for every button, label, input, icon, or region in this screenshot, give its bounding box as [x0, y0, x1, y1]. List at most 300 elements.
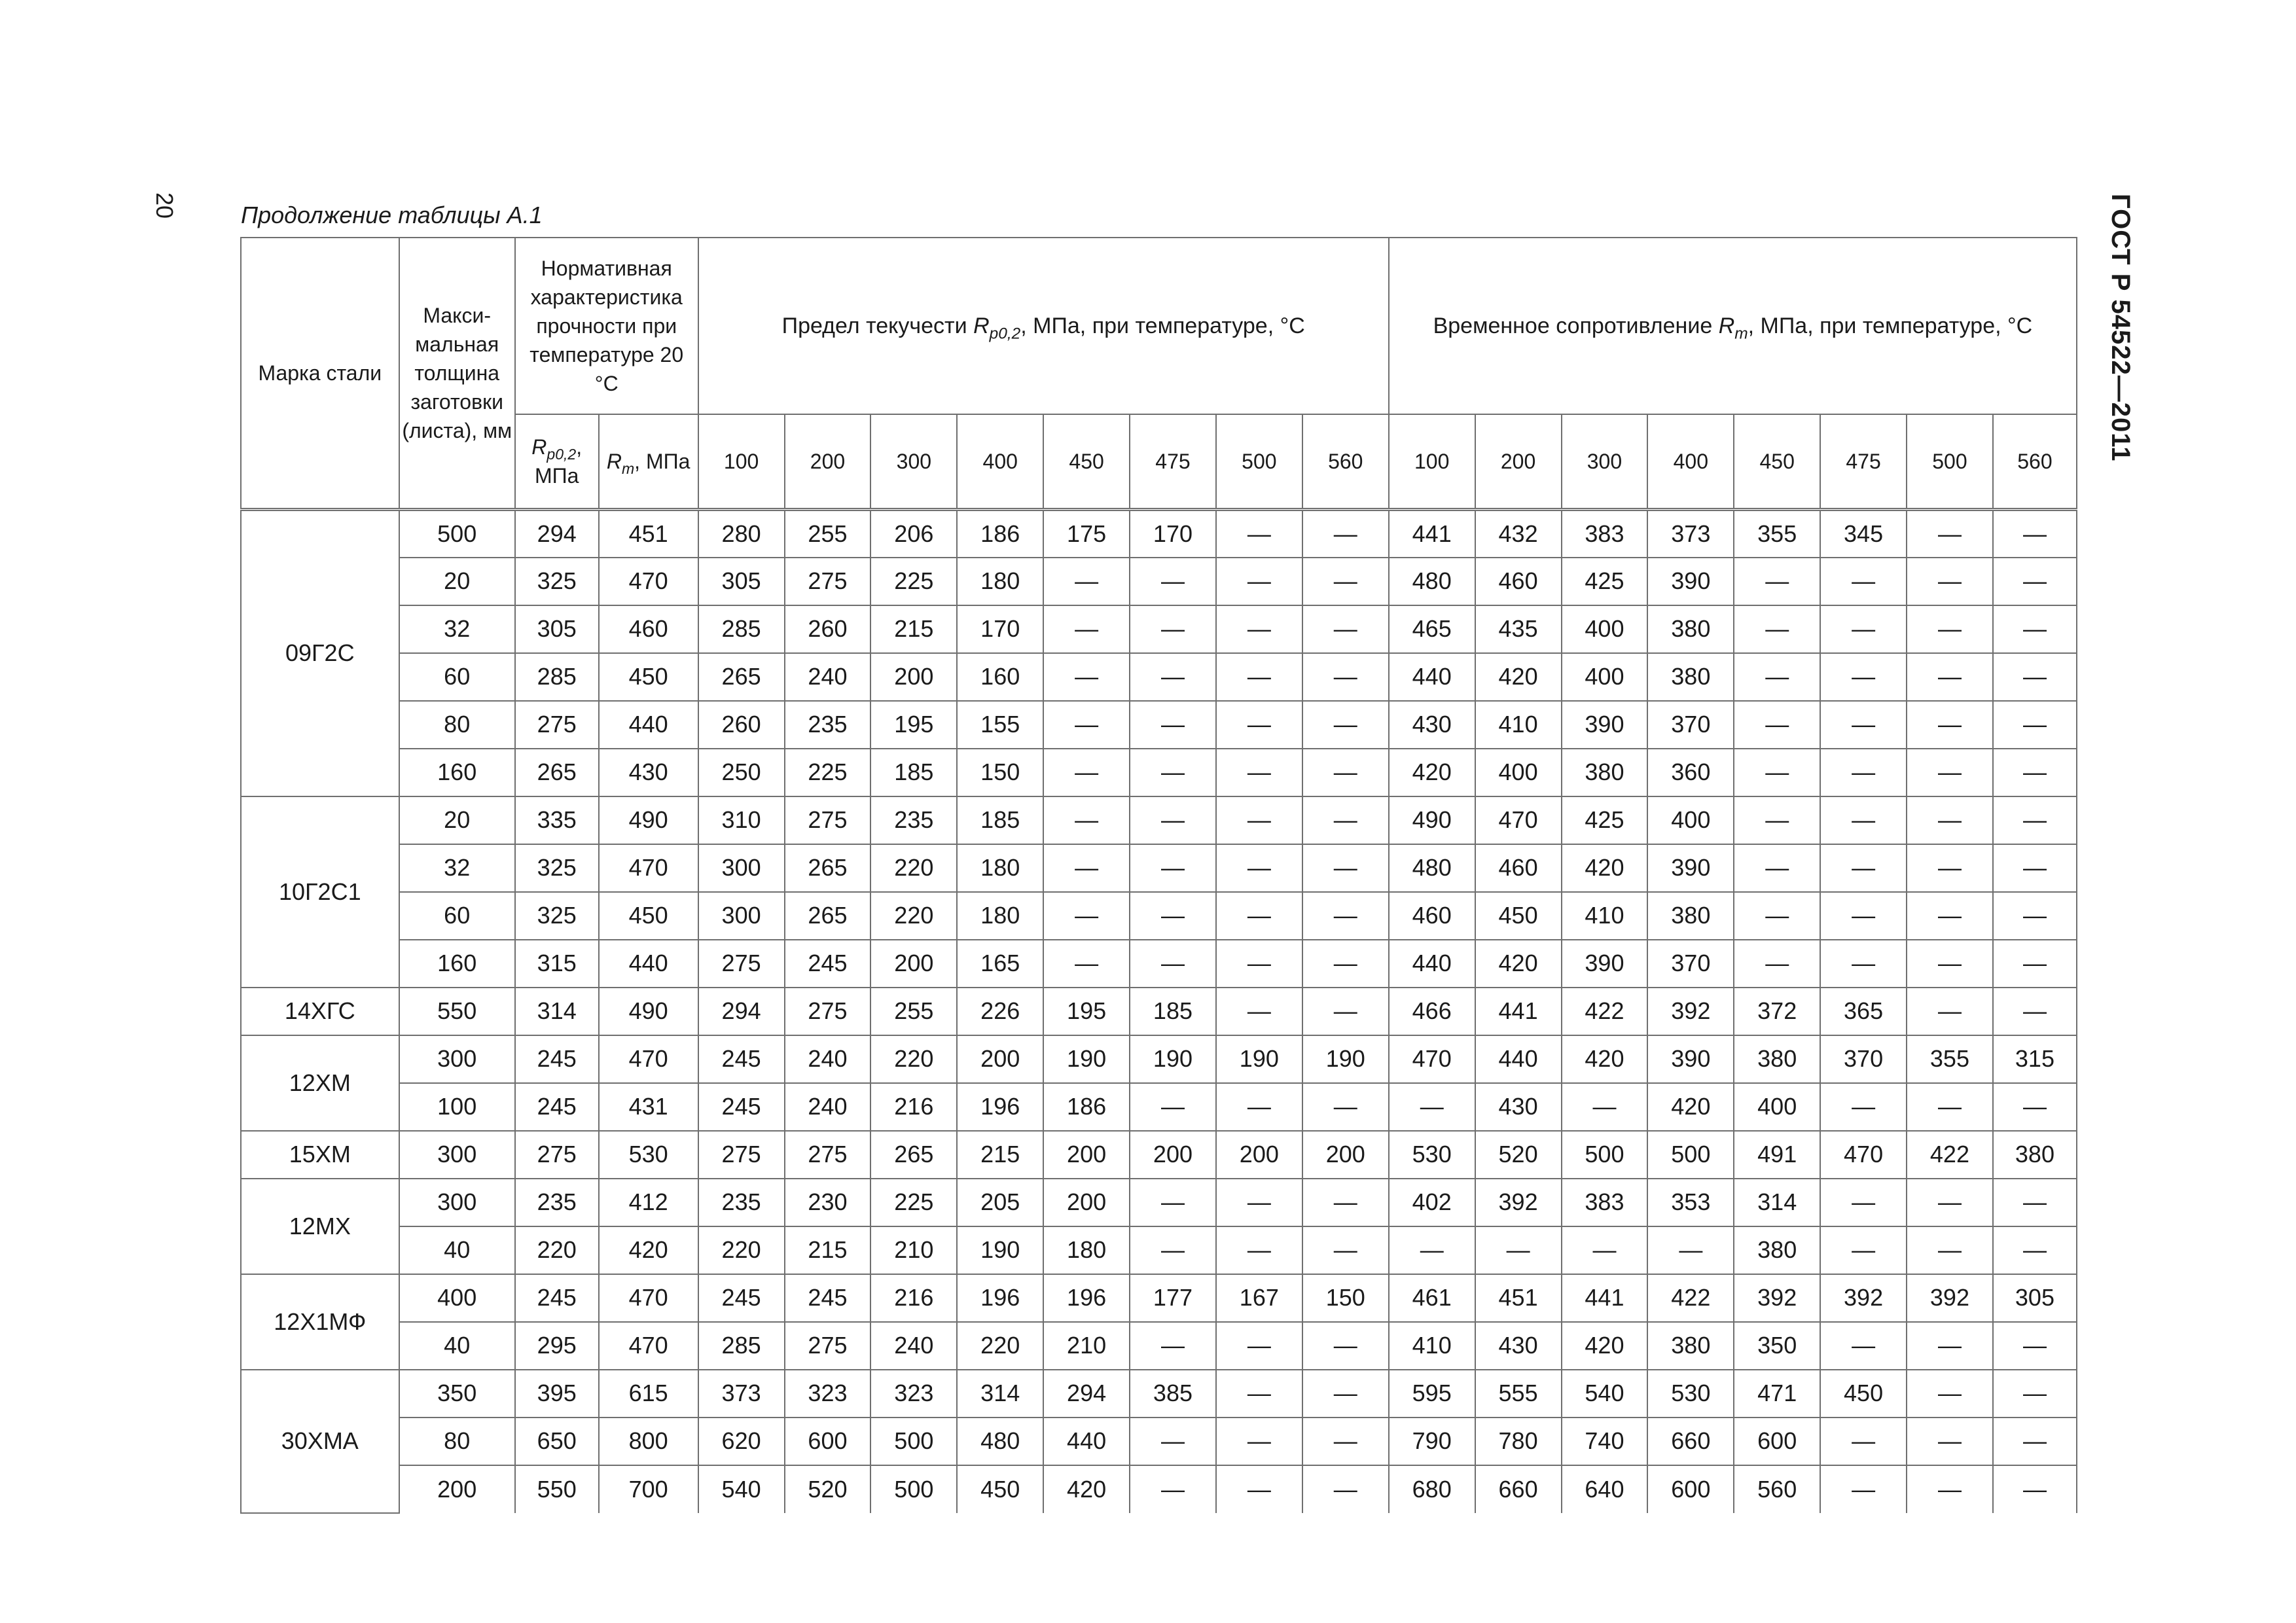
value-cell: —	[1216, 1322, 1302, 1370]
value-cell: —	[1216, 1083, 1302, 1131]
value-cell: —	[1130, 1418, 1216, 1465]
thickness-cell: 300	[399, 1035, 515, 1083]
value-cell: 392	[1647, 988, 1734, 1035]
value-cell: 430	[599, 749, 698, 796]
value-cell: —	[1302, 988, 1389, 1035]
value-cell: 186	[957, 510, 1043, 558]
value-cell: 420	[1475, 940, 1562, 988]
value-cell: 175	[1043, 510, 1130, 558]
value-cell: 491	[1734, 1131, 1820, 1179]
value-cell: 420	[599, 1226, 698, 1274]
value-cell: 420	[1475, 653, 1562, 701]
table-row	[241, 510, 2077, 558]
value-cell: —	[1820, 796, 1907, 844]
value-cell: 265	[515, 749, 599, 796]
value-cell: 225	[870, 1179, 957, 1226]
value-cell: 215	[785, 1226, 871, 1274]
value-cell: —	[1302, 1370, 1389, 1418]
value-cell: 380	[1734, 1035, 1820, 1083]
value-cell: 660	[1475, 1465, 1562, 1513]
header-yield-temp: 500	[1216, 414, 1302, 510]
value-cell: —	[1734, 701, 1820, 749]
header-tensile-temp: 560	[1993, 414, 2077, 510]
value-cell: —	[1907, 605, 1993, 653]
value-cell: —	[1820, 1418, 1907, 1465]
value-cell: 460	[599, 605, 698, 653]
value-cell: 470	[1389, 1035, 1475, 1083]
value-cell: —	[1302, 1418, 1389, 1465]
thickness-cell: 100	[399, 1083, 515, 1131]
value-cell: 400	[1734, 1083, 1820, 1131]
header-yield-temp: 475	[1130, 414, 1216, 510]
header-row-1	[241, 238, 2077, 414]
value-cell: 180	[957, 844, 1043, 892]
steel-grade-cell: 14ХГС	[241, 988, 399, 1035]
value-cell: 385	[1130, 1370, 1216, 1418]
value-cell: —	[1302, 605, 1389, 653]
value-cell: —	[1734, 605, 1820, 653]
value-cell: —	[1216, 988, 1302, 1035]
value-cell: 216	[870, 1274, 957, 1322]
value-cell: —	[1130, 749, 1216, 796]
value-cell: 390	[1647, 844, 1734, 892]
value-cell: —	[1907, 844, 1993, 892]
value-cell: 160	[957, 653, 1043, 701]
header-yield-temp: 200	[785, 414, 871, 510]
value-cell: 185	[870, 749, 957, 796]
value-cell: 190	[1216, 1035, 1302, 1083]
value-cell: 314	[957, 1370, 1043, 1418]
value-cell: —	[1820, 1465, 1907, 1513]
value-cell: —	[1820, 701, 1907, 749]
value-cell: 220	[870, 844, 957, 892]
value-cell: 220	[957, 1322, 1043, 1370]
value-cell: 420	[1043, 1465, 1130, 1513]
value-cell: 392	[1734, 1274, 1820, 1322]
value-cell: 235	[515, 1179, 599, 1226]
value-cell: —	[1130, 1322, 1216, 1370]
value-cell: 420	[1389, 749, 1475, 796]
value-cell: 390	[1647, 558, 1734, 605]
value-cell: 325	[515, 892, 599, 940]
value-cell: —	[1216, 653, 1302, 701]
value-cell: 240	[785, 653, 871, 701]
value-cell: 210	[870, 1226, 957, 1274]
value-cell: 400	[1475, 749, 1562, 796]
value-cell: —	[1993, 749, 2077, 796]
header-yield-pre: Предел текучести	[781, 313, 974, 338]
value-cell: —	[1302, 510, 1389, 558]
value-cell: —	[1043, 892, 1130, 940]
value-cell: —	[1216, 605, 1302, 653]
value-cell: 615	[599, 1370, 698, 1418]
value-cell: 500	[1647, 1131, 1734, 1179]
value-cell: 265	[698, 653, 785, 701]
value-cell: 195	[870, 701, 957, 749]
value-cell: 275	[785, 558, 871, 605]
value-cell: 260	[698, 701, 785, 749]
value-cell: —	[1907, 1322, 1993, 1370]
value-cell: 294	[698, 988, 785, 1035]
value-cell: 470	[599, 1322, 698, 1370]
header-yield-post: , МПа, при температуре, °С	[1020, 313, 1305, 338]
value-cell: —	[1907, 796, 1993, 844]
header-yield-temp: 100	[698, 414, 785, 510]
value-cell: 471	[1734, 1370, 1820, 1418]
value-cell: 390	[1647, 1035, 1734, 1083]
value-cell: 295	[515, 1322, 599, 1370]
value-cell: 451	[1475, 1274, 1562, 1322]
value-cell: —	[1130, 796, 1216, 844]
value-cell: 226	[957, 988, 1043, 1035]
value-cell: —	[1302, 1083, 1389, 1131]
value-cell: 595	[1389, 1370, 1475, 1418]
value-cell: 550	[515, 1465, 599, 1513]
value-cell: 412	[599, 1179, 698, 1226]
thickness-cell: 200	[399, 1465, 515, 1513]
value-cell: —	[1907, 1226, 1993, 1274]
value-cell: 215	[870, 605, 957, 653]
value-cell: 196	[957, 1083, 1043, 1131]
value-cell: —	[1216, 1370, 1302, 1418]
table-row	[241, 1465, 2077, 1513]
header-yield-temp: 450	[1043, 414, 1130, 510]
value-cell: —	[1820, 605, 1907, 653]
value-cell: —	[1907, 653, 1993, 701]
value-cell: —	[1993, 1370, 2077, 1418]
value-cell: 420	[1647, 1083, 1734, 1131]
value-cell: 325	[515, 558, 599, 605]
value-cell: 240	[785, 1083, 871, 1131]
value-cell: —	[1993, 892, 2077, 940]
value-cell: 470	[599, 844, 698, 892]
value-cell: 275	[515, 1131, 599, 1179]
value-cell: —	[1647, 1226, 1734, 1274]
value-cell: 275	[515, 701, 599, 749]
value-cell: —	[1302, 558, 1389, 605]
value-cell: —	[1130, 892, 1216, 940]
value-cell: —	[1216, 1418, 1302, 1465]
header-rm-tail: , МПа	[634, 449, 691, 473]
table-row	[241, 1226, 2077, 1274]
value-cell: 196	[1043, 1274, 1130, 1322]
value-cell: 425	[1562, 558, 1648, 605]
steel-grade-cell: 30ХМА	[241, 1370, 399, 1513]
value-cell: 461	[1389, 1274, 1475, 1322]
header-yield-temp: 300	[870, 414, 957, 510]
value-cell: —	[1216, 844, 1302, 892]
header-rm	[599, 414, 698, 510]
header-tensile-sub: m	[1734, 325, 1748, 343]
value-cell: 380	[1647, 892, 1734, 940]
value-cell: —	[1302, 653, 1389, 701]
value-cell: 430	[1475, 1083, 1562, 1131]
value-cell: 200	[1130, 1131, 1216, 1179]
value-cell: 314	[1734, 1179, 1820, 1226]
value-cell: —	[1216, 1226, 1302, 1274]
value-cell: —	[1993, 558, 2077, 605]
value-cell: —	[1130, 844, 1216, 892]
value-cell: —	[1130, 1083, 1216, 1131]
value-cell: —	[1907, 701, 1993, 749]
value-cell: 300	[698, 844, 785, 892]
value-cell: —	[1734, 892, 1820, 940]
value-cell: 400	[1562, 653, 1648, 701]
value-cell: —	[1302, 701, 1389, 749]
value-cell: 620	[698, 1418, 785, 1465]
thickness-cell: 160	[399, 940, 515, 988]
value-cell: 520	[785, 1465, 871, 1513]
value-cell: 255	[785, 510, 871, 558]
header-tensile-temp: 475	[1820, 414, 1907, 510]
thickness-cell: 20	[399, 558, 515, 605]
value-cell: 216	[870, 1083, 957, 1131]
header-tensile-symbol: R	[1718, 313, 1735, 338]
value-cell: 225	[785, 749, 871, 796]
header-tensile-temp: 200	[1475, 414, 1562, 510]
value-cell: 392	[1475, 1179, 1562, 1226]
value-cell: —	[1993, 605, 2077, 653]
header-yield-sub: p0,2	[989, 325, 1021, 343]
value-cell: 235	[870, 796, 957, 844]
value-cell: 353	[1647, 1179, 1734, 1226]
steel-grade-cell: 12Х1МФ	[241, 1274, 399, 1370]
value-cell: 660	[1647, 1418, 1734, 1465]
value-cell: —	[1130, 1465, 1216, 1513]
value-cell: —	[1820, 844, 1907, 892]
value-cell: —	[1475, 1226, 1562, 1274]
value-cell: 190	[1302, 1035, 1389, 1083]
steel-grade-cell: 15ХМ	[241, 1131, 399, 1179]
value-cell: 335	[515, 796, 599, 844]
value-cell: 285	[698, 605, 785, 653]
value-cell: 480	[1389, 558, 1475, 605]
value-cell: 465	[1389, 605, 1475, 653]
table-row	[241, 1370, 2077, 1418]
thickness-cell: 300	[399, 1179, 515, 1226]
value-cell: 460	[1475, 558, 1562, 605]
value-cell: —	[1043, 749, 1130, 796]
value-cell: 230	[785, 1179, 871, 1226]
header-tensile-pre: Временное сопротивление	[1433, 313, 1719, 338]
value-cell: —	[1993, 844, 2077, 892]
value-cell: 440	[599, 701, 698, 749]
value-cell: 200	[1043, 1131, 1130, 1179]
header-tensile-temp: 450	[1734, 414, 1820, 510]
value-cell: —	[1993, 1226, 2077, 1274]
thickness-cell: 160	[399, 749, 515, 796]
value-cell: 325	[515, 844, 599, 892]
value-cell: 310	[698, 796, 785, 844]
value-cell: —	[1820, 892, 1907, 940]
table-row	[241, 1131, 2077, 1179]
table-row	[241, 796, 2077, 844]
value-cell: 314	[515, 988, 599, 1035]
table-row	[241, 749, 2077, 796]
header-normative: Нормативная характеристика прочности при температуре 20 °С	[515, 238, 698, 414]
value-cell: 441	[1562, 1274, 1648, 1322]
steel-grade-cell: 10Г2С1	[241, 796, 399, 988]
value-cell: —	[1043, 796, 1130, 844]
value-cell: 275	[785, 1131, 871, 1179]
value-cell: —	[1820, 1179, 1907, 1226]
value-cell: —	[1907, 940, 1993, 988]
value-cell: 380	[1647, 653, 1734, 701]
value-cell: 395	[515, 1370, 599, 1418]
value-cell: —	[1993, 988, 2077, 1035]
value-cell: 460	[1475, 844, 1562, 892]
value-cell: 190	[957, 1226, 1043, 1274]
value-cell: 323	[870, 1370, 957, 1418]
value-cell: 180	[957, 558, 1043, 605]
value-cell: 240	[870, 1322, 957, 1370]
value-cell: —	[1734, 796, 1820, 844]
value-cell: 430	[1475, 1322, 1562, 1370]
value-cell: 600	[1647, 1465, 1734, 1513]
value-cell: 280	[698, 510, 785, 558]
value-cell: 200	[870, 940, 957, 988]
value-cell: —	[1993, 1083, 2077, 1131]
header-tensile-post: , МПа, при температуре, °С	[1748, 313, 2033, 338]
value-cell: 200	[1302, 1131, 1389, 1179]
value-cell: 410	[1562, 892, 1648, 940]
value-cell: 180	[957, 892, 1043, 940]
value-cell: —	[1302, 844, 1389, 892]
value-cell: 390	[1562, 940, 1648, 988]
value-cell: 400	[1647, 796, 1734, 844]
value-cell: 195	[1043, 988, 1130, 1035]
header-yield-temp: 400	[957, 414, 1043, 510]
value-cell: 450	[1820, 1370, 1907, 1418]
value-cell: 355	[1907, 1035, 1993, 1083]
value-cell: 200	[1216, 1131, 1302, 1179]
value-cell: 640	[1562, 1465, 1648, 1513]
value-cell: 305	[515, 605, 599, 653]
table-row	[241, 940, 2077, 988]
value-cell: 380	[1647, 1322, 1734, 1370]
thickness-cell: 500	[399, 510, 515, 558]
value-cell: 700	[599, 1465, 698, 1513]
value-cell: 167	[1216, 1274, 1302, 1322]
value-cell: 294	[515, 510, 599, 558]
value-cell: —	[1130, 1179, 1216, 1226]
header-yield-symbol: R	[973, 313, 990, 338]
value-cell: —	[1907, 749, 1993, 796]
value-cell: —	[1820, 1083, 1907, 1131]
table-row	[241, 605, 2077, 653]
value-cell: —	[1216, 1179, 1302, 1226]
value-cell: 245	[785, 940, 871, 988]
value-cell: 275	[785, 1322, 871, 1370]
value-cell: 460	[1389, 892, 1475, 940]
table-body	[241, 510, 2077, 1513]
value-cell: 380	[1734, 1226, 1820, 1274]
value-cell: 470	[599, 1035, 698, 1083]
value-cell: 245	[515, 1035, 599, 1083]
value-cell: —	[1216, 749, 1302, 796]
value-cell: —	[1820, 940, 1907, 988]
value-cell: —	[1043, 653, 1130, 701]
value-cell: 305	[698, 558, 785, 605]
value-cell: —	[1734, 940, 1820, 988]
value-cell: 275	[698, 940, 785, 988]
value-cell: 200	[870, 653, 957, 701]
table-row	[241, 844, 2077, 892]
value-cell: 245	[785, 1274, 871, 1322]
table-row	[241, 1418, 2077, 1465]
header-rp02-sub: p0,2	[547, 445, 577, 463]
value-cell: 383	[1562, 1179, 1648, 1226]
value-cell: 410	[1389, 1322, 1475, 1370]
value-cell: 450	[599, 653, 698, 701]
value-cell: —	[1216, 892, 1302, 940]
value-cell: 185	[957, 796, 1043, 844]
steel-properties-table	[240, 237, 2077, 1514]
value-cell: —	[1302, 940, 1389, 988]
value-cell: 500	[870, 1465, 957, 1513]
value-cell: 540	[1562, 1370, 1648, 1418]
value-cell: —	[1907, 510, 1993, 558]
document-code: ГОСТ Р 54522—2011	[2106, 194, 2135, 462]
value-cell: 470	[1820, 1131, 1907, 1179]
value-cell: 650	[515, 1418, 599, 1465]
value-cell: 235	[785, 701, 871, 749]
value-cell: —	[1302, 796, 1389, 844]
value-cell: —	[1389, 1083, 1475, 1131]
value-cell: 365	[1820, 988, 1907, 1035]
value-cell: 220	[870, 1035, 957, 1083]
value-cell: 285	[515, 653, 599, 701]
value-cell: —	[1216, 558, 1302, 605]
value-cell: 470	[1475, 796, 1562, 844]
value-cell: 790	[1389, 1418, 1475, 1465]
value-cell: —	[1302, 1322, 1389, 1370]
value-cell: 422	[1647, 1274, 1734, 1322]
value-cell: 530	[1389, 1131, 1475, 1179]
value-cell: 435	[1475, 605, 1562, 653]
value-cell: —	[1302, 1465, 1389, 1513]
value-cell: 392	[1907, 1274, 1993, 1322]
value-cell: 432	[1475, 510, 1562, 558]
header-grade: Марка стали	[241, 238, 399, 510]
value-cell: —	[1907, 558, 1993, 605]
value-cell: 245	[698, 1083, 785, 1131]
value-cell: —	[1820, 749, 1907, 796]
value-cell: 373	[698, 1370, 785, 1418]
value-cell: 420	[1562, 1035, 1648, 1083]
value-cell: 190	[1043, 1035, 1130, 1083]
value-cell: 450	[599, 892, 698, 940]
value-cell: —	[1734, 558, 1820, 605]
value-cell: 150	[957, 749, 1043, 796]
value-cell: 422	[1562, 988, 1648, 1035]
value-cell: 490	[1389, 796, 1475, 844]
value-cell: 200	[1043, 1179, 1130, 1226]
table-row	[241, 1274, 2077, 1322]
value-cell: —	[1734, 844, 1820, 892]
table-row	[241, 1035, 2077, 1083]
value-cell: —	[1043, 844, 1130, 892]
table-row	[241, 1083, 2077, 1131]
value-cell: 470	[599, 558, 698, 605]
table-row	[241, 558, 2077, 605]
value-cell: 430	[1389, 701, 1475, 749]
value-cell: 500	[1562, 1131, 1648, 1179]
value-cell: —	[1130, 1226, 1216, 1274]
thickness-cell: 40	[399, 1226, 515, 1274]
value-cell: 450	[957, 1465, 1043, 1513]
value-cell: —	[1993, 1179, 2077, 1226]
